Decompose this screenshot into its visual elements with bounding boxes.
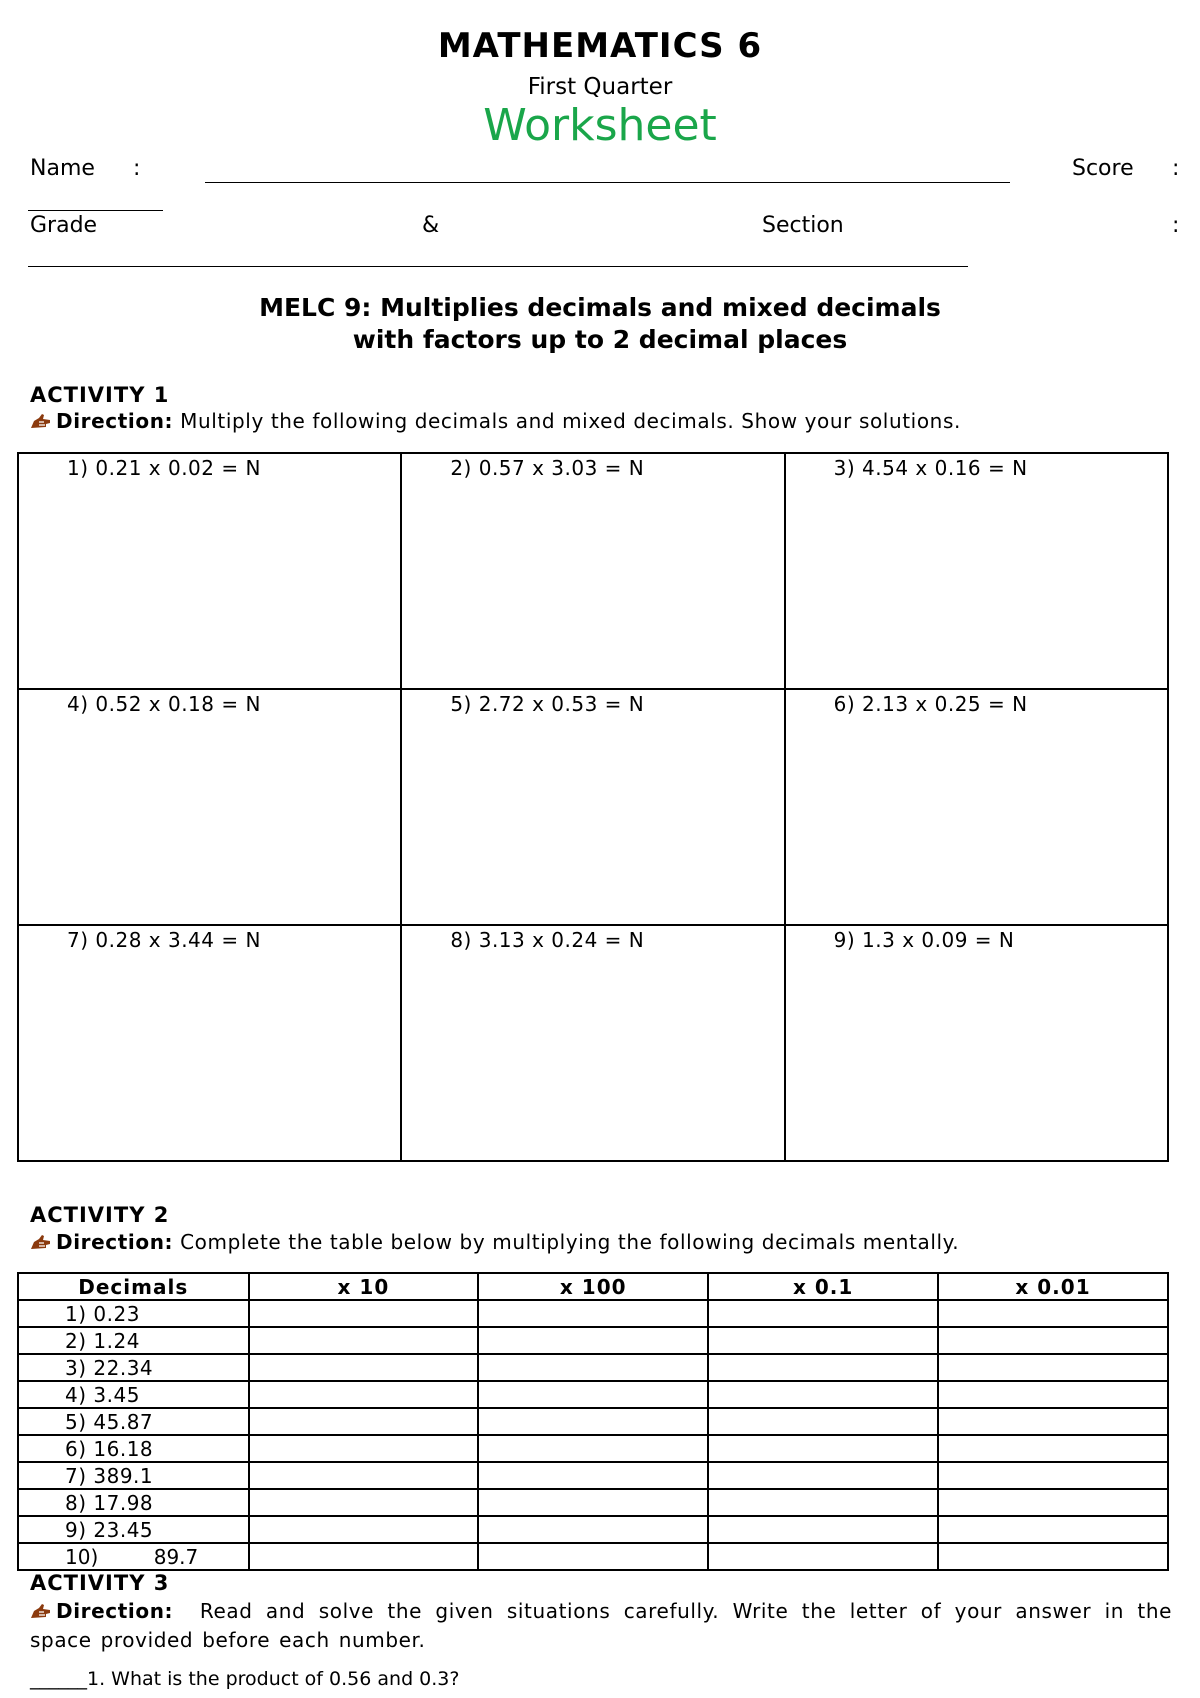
problem-5: 5) 2.72 x 0.53 = N <box>450 692 645 716</box>
decimal-cell: 2) 1.24 <box>18 1327 249 1354</box>
decimal-cell: 8) 17.98 <box>18 1489 249 1516</box>
answer-cell[interactable] <box>938 1381 1168 1408</box>
column-header: x 0.1 <box>708 1273 938 1300</box>
worksheet-label: Worksheet <box>483 100 717 151</box>
answer-cell[interactable] <box>938 1516 1168 1543</box>
melc-heading <box>0 292 1200 356</box>
row-10-value: 89.7 <box>153 1544 199 1569</box>
row-10-number: 10) <box>65 1544 99 1569</box>
table-row <box>18 1408 1168 1435</box>
problem-4: 4) 0.52 x 0.18 = N <box>67 692 261 716</box>
direction-label: Direction: <box>56 1230 174 1254</box>
question-1: ______1. What is the product of 0.56 and 0.3? <box>30 1668 460 1690</box>
ampersand: & <box>422 213 440 238</box>
table-row <box>18 1327 1168 1354</box>
melc-line-1: MELC 9: Multiplies decimals and mixed decimals <box>259 293 941 322</box>
decimal-cell: 4) 3.45 <box>18 1381 249 1408</box>
problem-3: 3) 4.54 x 0.16 = N <box>833 456 1028 480</box>
answer-cell[interactable] <box>249 1489 479 1516</box>
answer-cell[interactable] <box>708 1489 938 1516</box>
grade-label: Grade <box>30 213 98 238</box>
answer-cell[interactable] <box>249 1300 479 1327</box>
answer-cell[interactable] <box>938 1435 1168 1462</box>
problem-cell[interactable] <box>401 925 784 1161</box>
answer-cell[interactable] <box>249 1435 479 1462</box>
table-row <box>18 1543 1168 1570</box>
column-header: x 10 <box>249 1273 479 1300</box>
problem-1: 1) 0.21 x 0.02 = N <box>67 456 261 480</box>
column-header: Decimals <box>18 1273 249 1300</box>
problem-cell[interactable] <box>18 453 401 689</box>
table-row <box>18 1462 1168 1489</box>
problem-cell[interactable] <box>18 925 401 1161</box>
answer-cell[interactable] <box>249 1516 479 1543</box>
answer-cell[interactable] <box>708 1462 938 1489</box>
decimal-cell: 5) 45.87 <box>18 1408 249 1435</box>
problem-8: 8) 3.13 x 0.24 = N <box>450 928 645 952</box>
activity-2-heading: ACTIVITY 2 <box>30 1203 170 1227</box>
answer-cell[interactable] <box>478 1489 708 1516</box>
activity-3-heading: ACTIVITY 3 <box>30 1571 170 1595</box>
quarter-subtitle: First Quarter <box>527 74 673 100</box>
answer-cell[interactable] <box>708 1300 938 1327</box>
table-row <box>18 1489 1168 1516</box>
decimal-cell: 3) 22.34 <box>18 1354 249 1381</box>
answer-cell[interactable] <box>708 1516 938 1543</box>
table-header-row <box>18 1273 1168 1300</box>
problem-2: 2) 0.57 x 3.03 = N <box>450 456 645 480</box>
answer-cell[interactable] <box>708 1327 938 1354</box>
problem-cell[interactable] <box>785 925 1168 1161</box>
pointing-hand-icon <box>30 1232 52 1250</box>
decimal-cell: 7) 389.1 <box>18 1462 249 1489</box>
decimal-cell: 1) 0.23 <box>18 1300 249 1327</box>
score-label: Score <box>1072 156 1134 181</box>
direction-label: Direction: <box>56 409 174 433</box>
answer-cell[interactable] <box>708 1408 938 1435</box>
grade-section-field[interactable] <box>28 266 968 267</box>
answer-cell[interactable] <box>478 1462 708 1489</box>
answer-cell[interactable] <box>478 1543 708 1570</box>
problem-cell[interactable] <box>785 689 1168 925</box>
answer-cell[interactable] <box>249 1354 479 1381</box>
answer-cell[interactable] <box>938 1300 1168 1327</box>
section-label: Section <box>762 213 844 238</box>
answer-cell[interactable] <box>708 1354 938 1381</box>
table-row <box>18 1435 1168 1462</box>
answer-cell[interactable] <box>708 1381 938 1408</box>
decimal-cell <box>18 1543 249 1570</box>
activity-2-direction <box>30 1230 959 1254</box>
answer-cell[interactable] <box>708 1543 938 1570</box>
problem-7: 7) 0.28 x 3.44 = N <box>67 928 261 952</box>
worksheet-title: MATHEMATICS 6 <box>437 26 763 66</box>
activity-1-heading: ACTIVITY 1 <box>30 383 170 407</box>
problem-cell[interactable] <box>785 453 1168 689</box>
answer-cell[interactable] <box>478 1327 708 1354</box>
problem-cell[interactable] <box>401 453 784 689</box>
section-colon: : <box>1172 213 1180 238</box>
answer-cell[interactable] <box>938 1327 1168 1354</box>
activity-1-direction <box>30 409 961 433</box>
score-colon: : <box>1172 156 1180 181</box>
problem-6: 6) 2.13 x 0.25 = N <box>833 692 1028 716</box>
answer-cell[interactable] <box>249 1381 479 1408</box>
direction-label: Direction: <box>56 1599 174 1623</box>
direction-text: Multiply the following decimals and mixed decimals. Show your solutions. <box>180 409 961 433</box>
table-row <box>18 1381 1168 1408</box>
answer-cell[interactable] <box>478 1435 708 1462</box>
answer-cell[interactable] <box>249 1543 479 1570</box>
answer-cell[interactable] <box>249 1408 479 1435</box>
name-colon: : <box>133 156 141 181</box>
direction-text: Read and solve the given situations carefully. Write the letter of your answer in the space provided before each number. <box>30 1599 1173 1652</box>
activity-2-table <box>17 1272 1169 1571</box>
problem-cell[interactable] <box>18 689 401 925</box>
column-header: x 100 <box>478 1273 708 1300</box>
name-field[interactable] <box>205 182 1010 183</box>
table-row <box>18 1300 1168 1327</box>
answer-cell[interactable] <box>478 1300 708 1327</box>
melc-line-2: with factors up to 2 decimal places <box>352 325 848 354</box>
answer-cell[interactable] <box>249 1462 479 1489</box>
answer-cell[interactable] <box>478 1516 708 1543</box>
activity-3-direction <box>30 1597 1172 1655</box>
answer-cell[interactable] <box>478 1408 708 1435</box>
decimal-cell: 9) 23.45 <box>18 1516 249 1543</box>
pointing-hand-icon <box>30 1599 52 1617</box>
activity-1-grid <box>17 452 1169 1162</box>
answer-cell[interactable] <box>938 1543 1168 1570</box>
table-row <box>18 1354 1168 1381</box>
problem-cell[interactable] <box>401 689 784 925</box>
answer-cell[interactable] <box>478 1354 708 1381</box>
table-row <box>18 1516 1168 1543</box>
answer-cell[interactable] <box>938 1489 1168 1516</box>
score-field[interactable] <box>28 210 163 211</box>
answer-cell[interactable] <box>938 1408 1168 1435</box>
problem-9: 9) 1.3 x 0.09 = N <box>833 928 1015 952</box>
answer-cell[interactable] <box>938 1354 1168 1381</box>
answer-cell[interactable] <box>708 1435 938 1462</box>
column-header: x 0.01 <box>938 1273 1168 1300</box>
answer-cell[interactable] <box>249 1327 479 1354</box>
name-label: Name <box>30 156 95 181</box>
answer-cell[interactable] <box>478 1381 708 1408</box>
answer-cell[interactable] <box>938 1462 1168 1489</box>
pointing-hand-icon <box>30 411 52 429</box>
direction-text: Complete the table below by multiplying the following decimals mentally. <box>180 1230 960 1254</box>
decimal-cell: 6) 16.18 <box>18 1435 249 1462</box>
